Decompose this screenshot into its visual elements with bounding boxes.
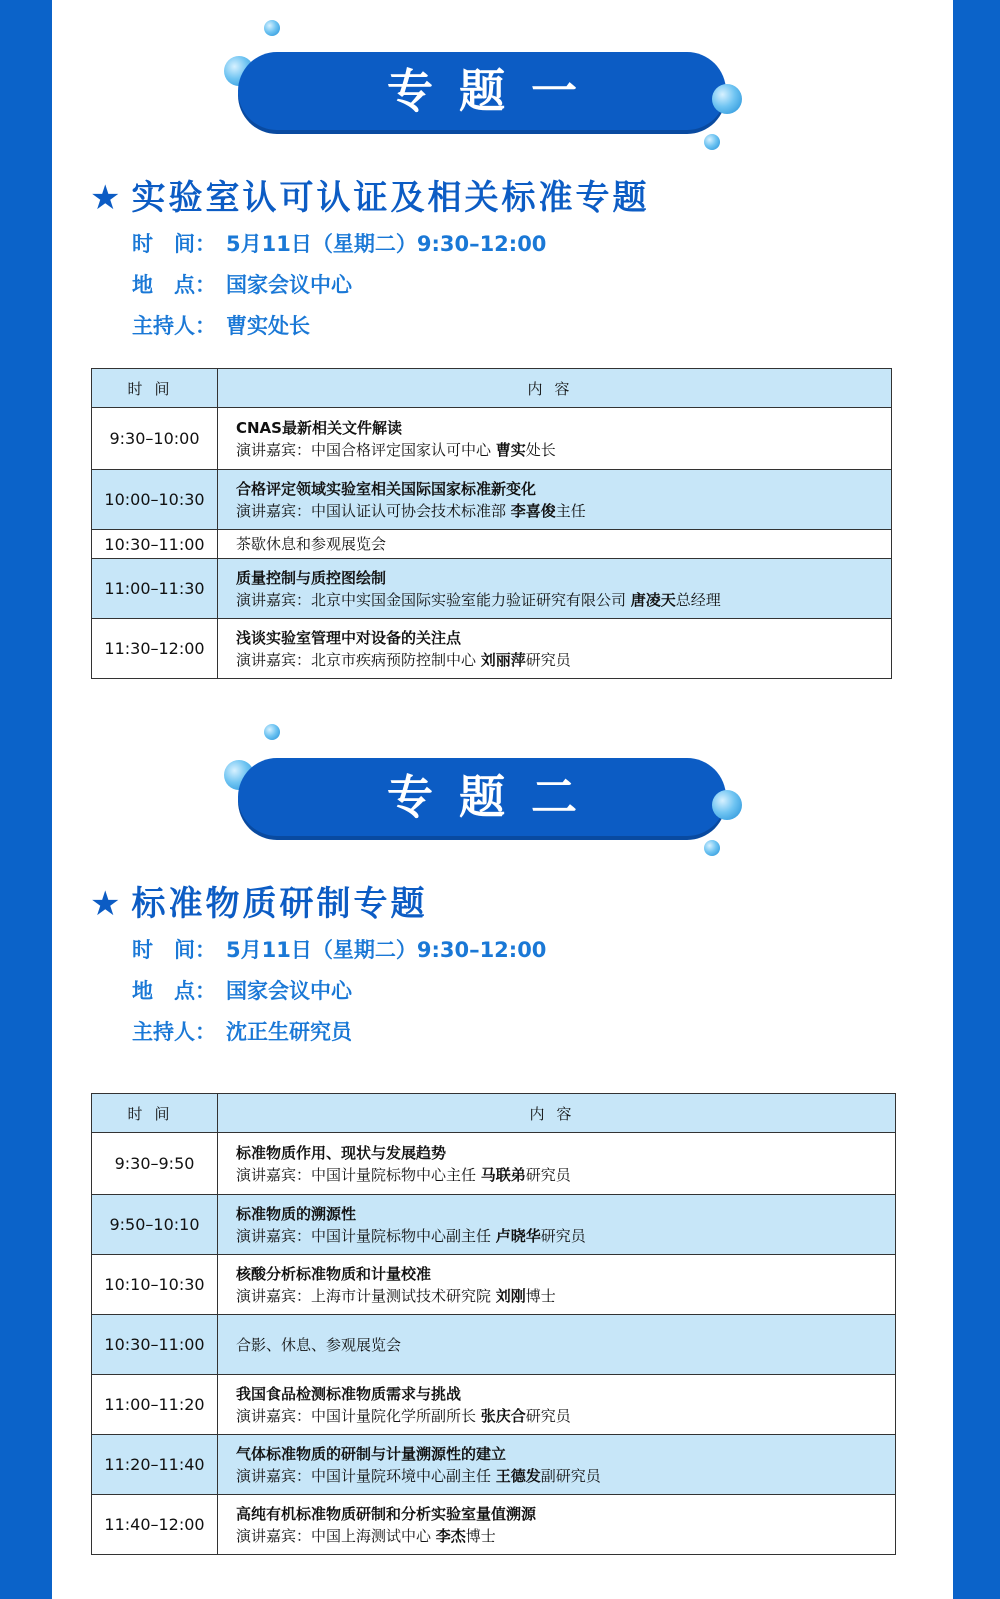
table-row: 11:40–12:00 高纯有机标准物质研制和分析实验室量值溯源 演讲嘉宾：中国上海测试中心 李杰博士 bbox=[92, 1495, 896, 1555]
table-row: 9:50–10:10 标准物质的溯源性 演讲嘉宾：中国计量院标物中心副主任 卢晓华研究员 bbox=[92, 1195, 896, 1255]
table-row: 9:30–10:00 CNAS最新相关文件解读 演讲嘉宾：中国合格评定国家认可中心 曹实处长 bbox=[92, 408, 892, 470]
banner-title: 专题二 bbox=[387, 770, 603, 824]
host-info: 主持人： 曹实处长 bbox=[132, 314, 310, 338]
col-header-content: 内容 bbox=[218, 1094, 896, 1133]
bubble-icon bbox=[704, 134, 720, 150]
banner-pill bbox=[238, 52, 726, 130]
table-row: 11:00–11:20 我国食品检测标准物质需求与挑战 演讲嘉宾：中国计量院化学所副所长 张庆合研究员 bbox=[92, 1375, 896, 1435]
table-row: 11:00–11:30 质量控制与质控图绘制 演讲嘉宾：北京中实国金国际实验室能力验证研究有限公司 唐凌天总经理 bbox=[92, 559, 892, 619]
time-info: 时 间： 5月11日（星期二）9:30–12:00 bbox=[132, 938, 547, 962]
place-info: 地 点： 国家会议中心 bbox=[132, 979, 352, 1003]
schedule-table bbox=[91, 1093, 896, 1555]
schedule-table bbox=[91, 368, 892, 679]
right-border-bar bbox=[953, 0, 1000, 1599]
left-border-bar bbox=[0, 0, 52, 1599]
col-header-content: 内容 bbox=[218, 369, 892, 408]
col-header-time: 时间 bbox=[92, 1094, 218, 1133]
page bbox=[52, 0, 953, 1599]
bubble-icon bbox=[264, 20, 280, 36]
banner-pill bbox=[238, 758, 726, 836]
bubble-icon bbox=[712, 790, 742, 820]
bubble-icon bbox=[264, 724, 280, 740]
section-banner bbox=[230, 0, 790, 140]
table-row: 9:30–9:50 标准物质作用、现状与发展趋势 演讲嘉宾：中国计量院标物中心主任 马联弟研究员 bbox=[92, 1133, 896, 1195]
col-header-time: 时间 bbox=[92, 369, 218, 408]
host-info: 主持人： 沈正生研究员 bbox=[132, 1020, 352, 1044]
section-title: ★ 实验室认可认证及相关标准专题 bbox=[90, 178, 650, 218]
place-info: 地 点： 国家会议中心 bbox=[132, 273, 352, 297]
table-row: 11:30–12:00 浅谈实验室管理中对设备的关注点 演讲嘉宾：北京市疾病预防控制中心 刘丽萍研究员 bbox=[92, 619, 892, 679]
section-title: ★ 标准物质研制专题 bbox=[90, 884, 428, 924]
banner-title: 专题一 bbox=[387, 64, 603, 118]
star-icon: ★ bbox=[90, 884, 124, 924]
table-row: 10:30–11:00 茶歇休息和参观展览会 bbox=[92, 530, 892, 559]
bubble-icon bbox=[704, 840, 720, 856]
table-row: 10:10–10:30 核酸分析标准物质和计量校准 演讲嘉宾：上海市计量测试技术研究院 刘刚博士 bbox=[92, 1255, 896, 1315]
bubble-icon bbox=[712, 84, 742, 114]
table-row: 10:30–11:00 合影、休息、参观展览会 bbox=[92, 1315, 896, 1375]
star-icon: ★ bbox=[90, 178, 124, 218]
table-row: 11:20–11:40 气体标准物质的研制与计量溯源性的建立 演讲嘉宾：中国计量院环境中心副主任 王德发副研究员 bbox=[92, 1435, 896, 1495]
section-banner bbox=[230, 722, 790, 862]
time-info: 时 间： 5月11日（星期二）9:30–12:00 bbox=[132, 232, 547, 256]
table-row: 10:00–10:30 合格评定领域实验室相关国际国家标准新变化 演讲嘉宾：中国认证认可协会技术标准部 李喜俊主任 bbox=[92, 470, 892, 530]
